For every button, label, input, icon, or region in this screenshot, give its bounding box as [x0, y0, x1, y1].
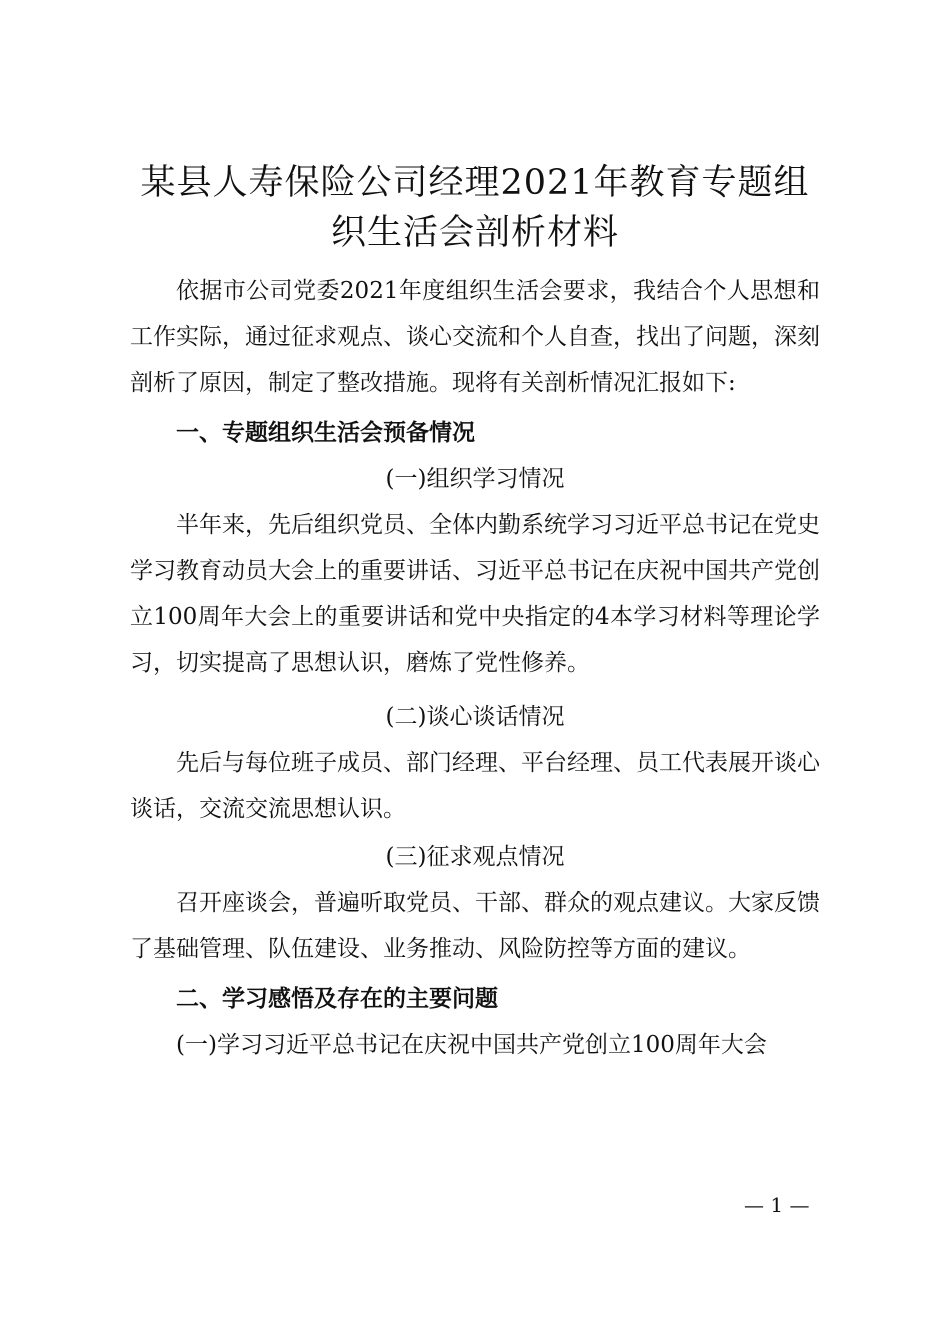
section-1-sub-2-heading: (二)谈心谈话情况: [385, 704, 565, 730]
page-number: — 1 —: [744, 1193, 810, 1217]
document-title: 某县人寿保险公司经理2021年教育专题组织生活会剖析材料: [140, 163, 810, 253]
document-page: [130, 158, 820, 1068]
section-1-heading: 一、专题组织生活会预备情况: [176, 420, 475, 446]
section-1-sub-2-text: 先后与每位班子成员、部门经理、平台经理、员工代表展开谈心谈话，交流交流思想认识。: [130, 750, 820, 822]
section-1-sub-3-text: 召开座谈会，普遍听取党员、干部、群众的观点建议。大家反馈了基础管理、队伍建设、业务推动、风险防控等方面的建议。: [130, 890, 820, 962]
section-1-sub-1-text: 半年来，先后组织党员、全体内勤系统学习习近平总书记在党史学习教育动员大会上的重要讲话、习近平总书记在庆祝中国共产党创立100周年大会上的重要讲话和党中央指定的4本学习材料等理论学习，切实提高了思想认识，磨炼了党性修养。: [130, 512, 820, 676]
section-1-sub-1-heading: (一)组织学习情况: [385, 466, 565, 492]
intro-paragraph: 依据市公司党委2021年度组织生活会要求，我结合个人思想和工作实际，通过征求观点、谈心交流和个人自查，找出了问题，深刻剖析了原因，制定了整改措施。现将有关剖析情况汇报如下:: [130, 278, 820, 396]
section-1-sub-3-heading: (三)征求观点情况: [385, 844, 565, 870]
section-2-sub-1-start: (一)学习习近平总书记在庆祝中国共产党创立100周年大会: [176, 1032, 767, 1058]
section-2-heading: 二、学习感悟及存在的主要问题: [176, 986, 498, 1012]
